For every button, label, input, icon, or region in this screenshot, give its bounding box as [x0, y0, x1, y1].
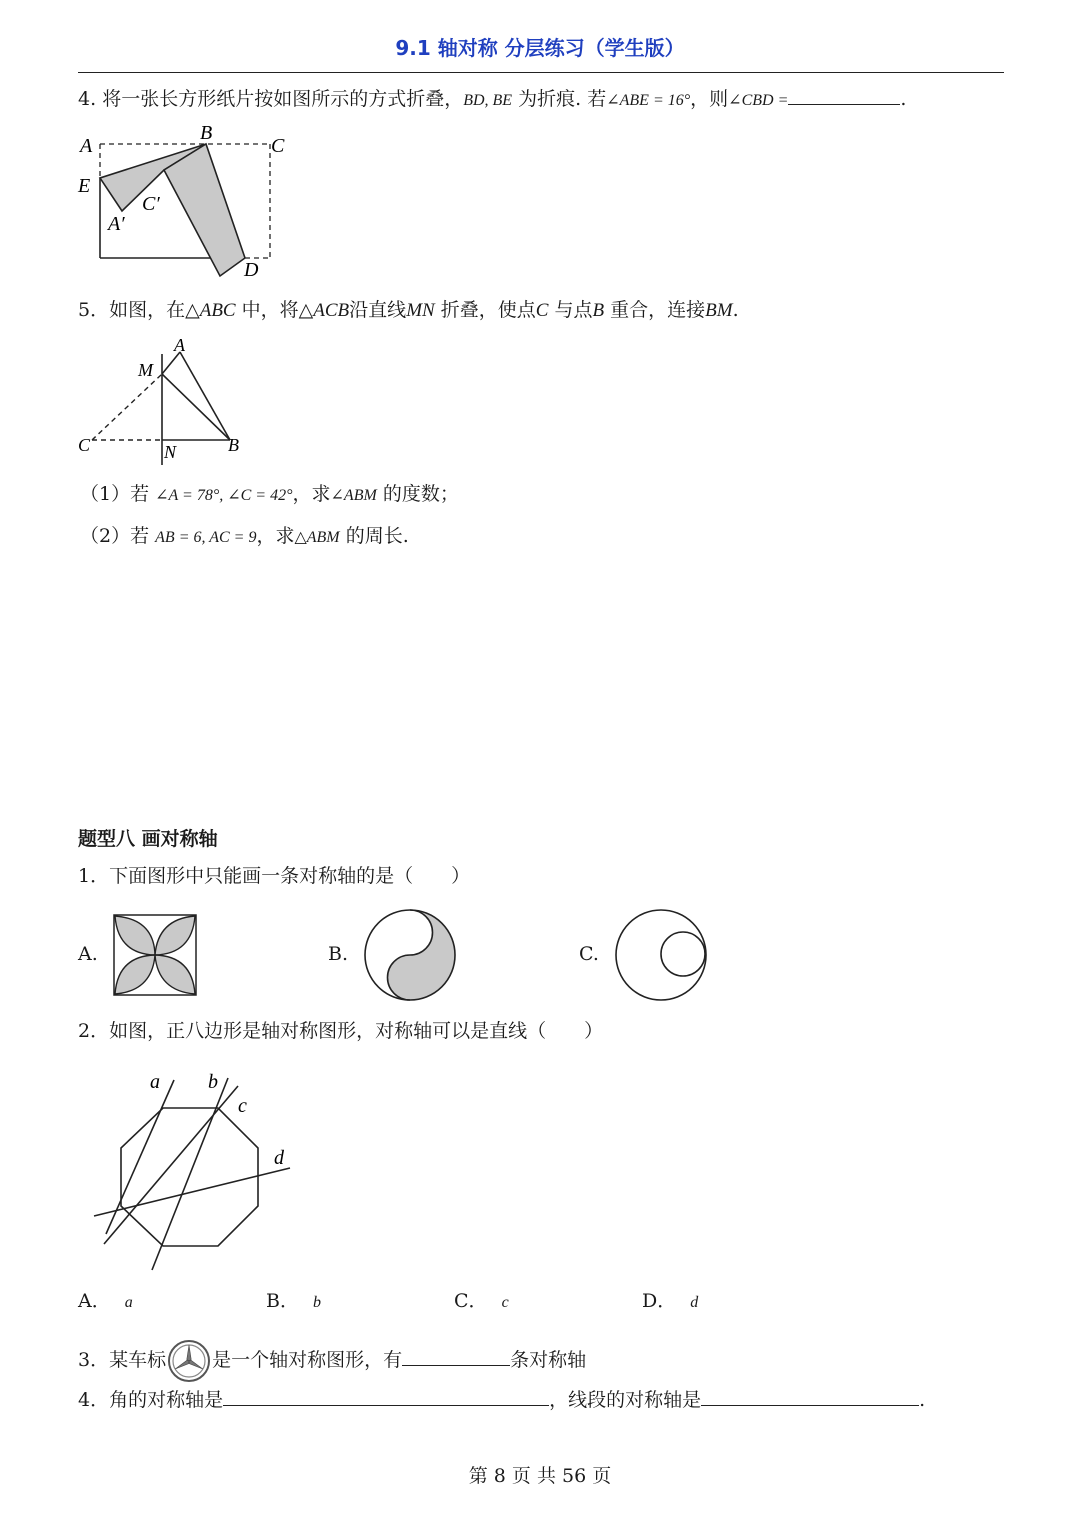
s8-q1-option-C[interactable]: C.: [579, 943, 599, 965]
s8-q4-answer-blank-2[interactable]: [701, 1404, 919, 1406]
s8-q3-num: 3．: [78, 1349, 110, 1371]
s8-q1-option-B[interactable]: B.: [328, 943, 349, 965]
fold-label-B: B: [200, 122, 213, 144]
q5-sub2-math: AB = 6, AC = 9: [155, 529, 257, 546]
tri-side-AB: [180, 352, 230, 440]
fold-label-E: E: [78, 175, 91, 197]
q5-t8: C: [535, 300, 549, 321]
s8-q2-num: 2．: [78, 1020, 110, 1042]
q5-t12: BM: [705, 300, 733, 321]
s8-q2-option-C-value: c: [501, 1294, 509, 1311]
s8-q1-question: 下面图形中只能画一条对称轴的是（ ）: [109, 865, 471, 887]
s8-q2-option-B-letter: B．: [266, 1290, 299, 1312]
q4-text-2: 为折痕. 若: [518, 88, 607, 110]
s8-q4-text2: ，线段的对称轴是: [549, 1389, 702, 1411]
s8-q2-option-A[interactable]: [78, 1290, 133, 1313]
header-divider: [78, 72, 1004, 73]
q4-end: .: [900, 88, 907, 110]
octagon-figure: [88, 1066, 298, 1276]
s8-q4-answer-blank-1[interactable]: [223, 1404, 549, 1406]
q5-t5: 沿直线: [349, 299, 407, 321]
tri-dashed-CM: [92, 374, 162, 440]
q5-sub1: [80, 483, 459, 506]
octagon-label-d: d: [274, 1147, 284, 1169]
fold-flap-right: [164, 144, 245, 276]
tri-label-B: B: [228, 435, 239, 455]
s8-q4-end: .: [919, 1389, 926, 1411]
q5-t4: ACB: [313, 300, 350, 321]
q5-number: 5．: [78, 299, 110, 321]
q5-sub1-math: ∠A = 78°, ∠C = 42°: [155, 487, 293, 504]
four-petal-figure: [113, 914, 197, 996]
fold-label-A: A: [80, 135, 93, 157]
s8-q2-option-D-value: d: [690, 1294, 699, 1311]
tri-label-A: A: [174, 335, 185, 355]
q5-sub2-tail: ，求: [256, 525, 295, 547]
triangle-figure: [70, 332, 260, 472]
tri-label-N: N: [164, 442, 177, 462]
s8-q2-option-A-value: a: [124, 1294, 133, 1311]
s8-q3-text3: 条对称轴: [510, 1349, 587, 1371]
tri-side-MB: [162, 374, 230, 440]
car-logo-icon: [166, 1339, 212, 1383]
nested-circles-figure: [614, 908, 710, 1002]
s8-q2-option-D-letter: D．: [642, 1290, 677, 1312]
s8-q2-text: [78, 1020, 603, 1043]
page-footer: 第 8 页 共 56 页: [468, 1465, 612, 1487]
octagon-label-c: c: [238, 1095, 247, 1117]
s8-q1-option-A[interactable]: A.: [78, 943, 98, 965]
q5-sub2-math2: △ABM: [294, 529, 340, 546]
q4-creases: BD, BE: [463, 92, 513, 109]
yin-yang-figure: [364, 909, 458, 1001]
q4-fold-text: [78, 88, 906, 111]
fold-figure: [70, 118, 300, 286]
fold-label-D: D: [244, 259, 259, 281]
q4-asked-angle: ∠CBD =: [728, 92, 789, 109]
s8-q2-option-C[interactable]: [454, 1290, 509, 1313]
s8-q3-answer-blank[interactable]: [402, 1364, 510, 1366]
q5-sub1-math2: ∠ABM: [330, 487, 377, 504]
q5-sub2-num: （2）若: [80, 525, 150, 547]
fold-label-Aprime: A′: [108, 213, 125, 235]
q5-t9: 与点: [554, 299, 593, 321]
q4-given-angle: ∠ABE = 16°: [606, 92, 691, 109]
s8-q2-option-D[interactable]: [642, 1290, 698, 1313]
s8-q2-option-C-letter: C．: [454, 1290, 488, 1312]
q4-text-1: 将一张长方形纸片按如图所示的方式折叠，: [102, 88, 464, 110]
s8-q2-option-B-value: b: [313, 1294, 322, 1311]
q5-sub1-num: （1）若: [80, 483, 150, 505]
s8-q4-text1: 角的对称轴是: [109, 1389, 224, 1411]
octagon-label-b: b: [208, 1071, 218, 1093]
q5-sub1-tail: ，求: [292, 483, 331, 505]
tri-side-AM: [162, 352, 180, 374]
fold-label-C: C: [271, 135, 285, 157]
q5-t10: B: [592, 300, 605, 321]
fold-label-Cprime: C′: [142, 193, 160, 215]
q5-t1: 如图，在△: [109, 299, 200, 321]
s8-q3-text: [78, 1339, 586, 1383]
q4-number: 4.: [78, 88, 97, 110]
s8-q3-text1: 某车标: [109, 1349, 167, 1371]
page-header-title: 9.1 轴对称 分层练习（学生版）: [395, 36, 685, 60]
s8-q3-text2: 是一个轴对称图形，有: [212, 1349, 403, 1371]
q5-sub2-end: 的周长.: [345, 525, 409, 547]
s8-q4-text: [78, 1389, 925, 1412]
s8-q2-question: 如图，正八边形是轴对称图形，对称轴可以是直线（ ）: [109, 1020, 604, 1042]
q5-text: [78, 299, 739, 323]
q5-t6: MN: [406, 300, 435, 321]
s8-q4-num: 4．: [78, 1389, 110, 1411]
q5-sub1-end: 的度数；: [382, 483, 459, 505]
s8-q2-option-B[interactable]: [266, 1290, 321, 1313]
s8-q1-num: 1．: [78, 865, 110, 887]
octagon-label-a: a: [150, 1071, 160, 1093]
s8-q2-option-A-letter: A．: [78, 1290, 111, 1312]
s8-q1-text: [78, 865, 470, 888]
tri-label-M: M: [138, 360, 153, 380]
section-heading: 题型八 画对称轴: [78, 828, 218, 850]
tri-label-C: C: [78, 435, 91, 455]
q5-t11: 重合，连接: [610, 299, 706, 321]
q4-answer-blank[interactable]: [788, 103, 900, 105]
q5-sub2: [80, 525, 409, 548]
q4-text-3: ，则: [690, 88, 729, 110]
q5-t13: .: [732, 299, 739, 321]
q5-t2: ABC: [199, 300, 236, 321]
q5-t7: 折叠，使点: [440, 299, 536, 321]
q5-t3: 中，将△: [241, 299, 314, 321]
